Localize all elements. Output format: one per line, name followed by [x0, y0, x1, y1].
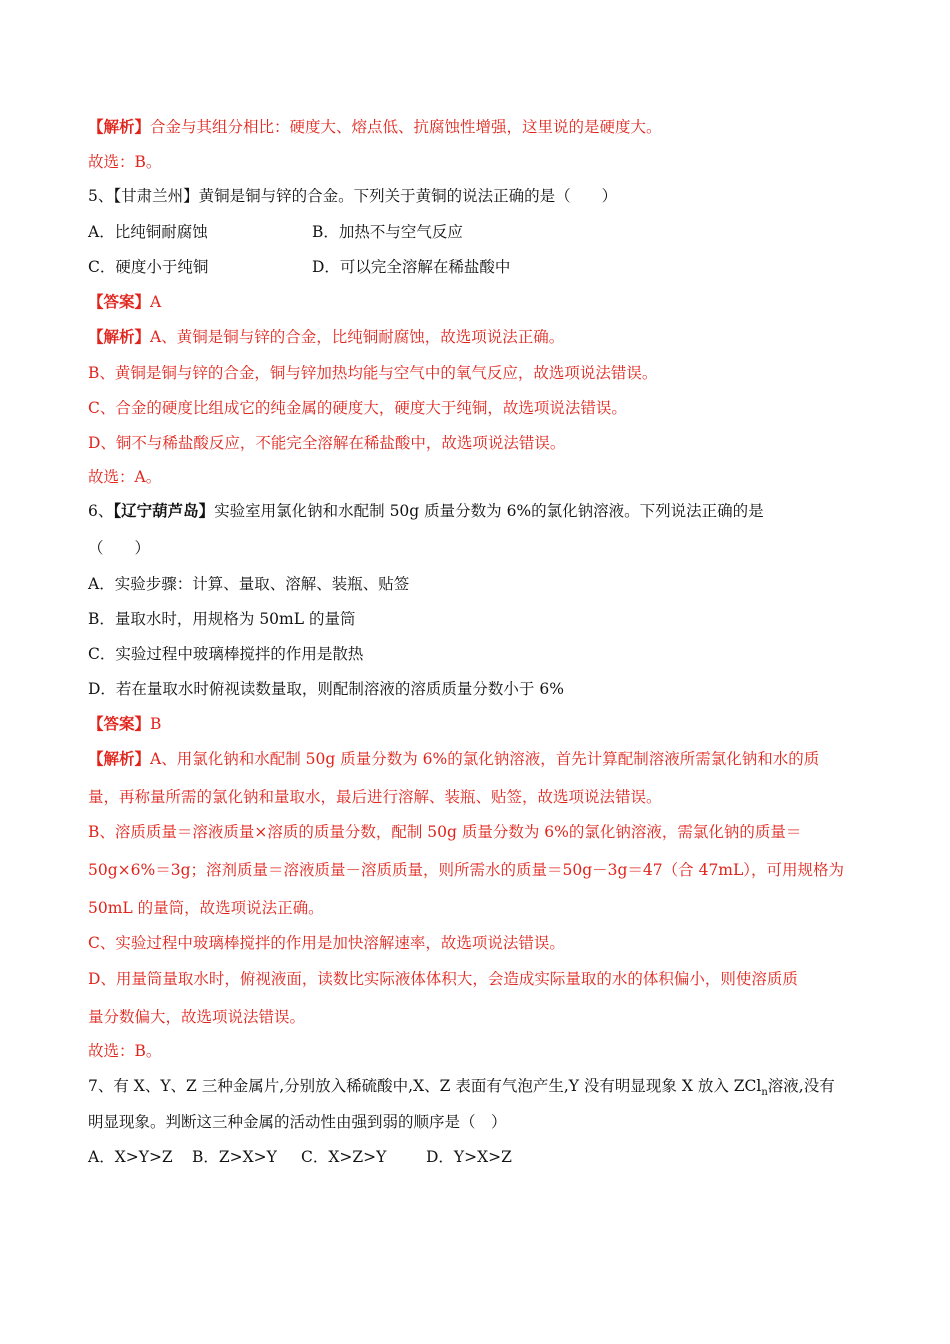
answer-tag: 【答案】 — [88, 292, 151, 311]
answer-tag: 【答案】 — [88, 714, 151, 733]
question-7-stem: 7、有 X、Y、Z 三种金属片,分别放入稀硫酸中,X、Z 表面有气泡产生,Y 没有明显现象 X 放入 ZCl$_n$溶液,没有 — [88, 1077, 835, 1099]
option-c: C．X>Z>Y — [301, 1148, 387, 1166]
explanation-line: 量，再称量所需的氯化钠和量取水，最后进行溶解、装瓶、贴签，故选项说法错误。 — [88, 788, 662, 806]
question-5-options-row-2 — [88, 256, 878, 278]
explanation-line: 50g×6%＝3g；溶剂质量＝溶液质量－溶质质量，则所需水的质量＝50g－3g＝47（合 47mL），可用规格为 — [88, 861, 845, 879]
option-b: B．加热不与空气反应 — [312, 223, 463, 241]
explanation-line: 量分数偏大，故选项说法错误。 — [88, 1008, 306, 1026]
option-a: A．X>Y>Z — [88, 1148, 173, 1166]
explanation-line: D、用量筒量取水时，俯视液面，读数比实际液体体积大，会造成实际量取的水的体积偏小，则使溶质质 — [88, 970, 798, 988]
question-source: 【辽宁葫芦岛】 — [113, 501, 215, 520]
explanation-line: C、实验过程中玻璃棒搅拌的作用是加快溶解速率，故选项说法错误。 — [88, 934, 565, 952]
question-7-options — [88, 1146, 878, 1168]
explanation-line: 【解析】A、用氯化钠和水配制 50g 质量分数为 6%的氯化钠溶液，首先计算配制溶液所需氯化钠和水的质 — [88, 749, 820, 768]
question-6-stem: 6、【辽宁葫芦岛】实验室用氯化钠和水配制 50g 质量分数为 6%的氯化钠溶液。下列说法正确的是 — [88, 501, 764, 520]
option-d: D．可以完全溶解在稀盐酸中 — [312, 258, 511, 276]
explanation-tag: 【解析】 — [88, 749, 151, 768]
explanation-line: 【解析】A、黄铜是铜与锌的合金，比纯铜耐腐蚀，故选项说法正确。 — [88, 327, 565, 346]
option-a: A．实验步骤：计算、量取、溶解、装瓶、贴签 — [88, 575, 410, 593]
answer-line: 【答案】A — [88, 292, 162, 311]
selection-line: 故选：B。 — [88, 1042, 162, 1060]
explanation-line: C、合金的硬度比组成它的纯金属的硬度大，硬度大于纯铜，故选项说法错误。 — [88, 399, 627, 417]
explanation-line: 50mL 的量筒，故选项说法正确。 — [88, 899, 324, 917]
option-a: A．比纯铜耐腐蚀 — [88, 223, 208, 241]
question-5-options-row-1 — [88, 221, 878, 243]
option-b: B．Z>X>Y — [192, 1148, 277, 1166]
option-d: D．若在量取水时俯视读数量取，则配制溶液的溶质质量分数小于 6% — [88, 680, 564, 698]
option-b: B．量取水时，用规格为 50mL 的量筒 — [88, 610, 356, 628]
explanation-line: B、溶质质量＝溶液质量×溶质的质量分数，配制 50g 质量分数为 6%的氯化钠溶液，需氯化钠的质量＝ — [88, 823, 802, 841]
question-6-paren: （ ） — [88, 539, 151, 557]
option-d: D．Y>X>Z — [426, 1148, 512, 1166]
option-c: C．实验过程中玻璃棒搅拌的作用是散热 — [88, 645, 364, 663]
explanation-line: D、铜不与稀盐酸反应，不能完全溶解在稀盐酸中，故选项说法错误。 — [88, 434, 566, 452]
explanation-tag: 【解析】 — [88, 117, 151, 136]
question-source: 【甘肃兰州】 — [113, 187, 199, 205]
explanation-line: 【解析】合金与其组分相比：硬度大、熔点低、抗腐蚀性增强，这里说的是硬度大。 — [88, 117, 662, 136]
question-7-stem-cont: 明显现象。判断这三种金属的活动性由强到弱的顺序是（ ） — [88, 1113, 507, 1131]
explanation-line: B、黄铜是铜与锌的合金，铜与锌加热均能与空气中的氧气反应，故选项说法错误。 — [88, 364, 658, 382]
answer-line: 【答案】B — [88, 714, 162, 733]
question-5-stem: 5、【甘肃兰州】黄铜是铜与锌的合金。下列关于黄铜的说法正确的是（ ） — [88, 187, 618, 205]
option-c: C．硬度小于纯铜 — [88, 258, 209, 276]
selection-line: 故选：A。 — [88, 468, 162, 486]
selection-line: 故选：B。 — [88, 153, 162, 171]
explanation-tag: 【解析】 — [88, 327, 151, 346]
